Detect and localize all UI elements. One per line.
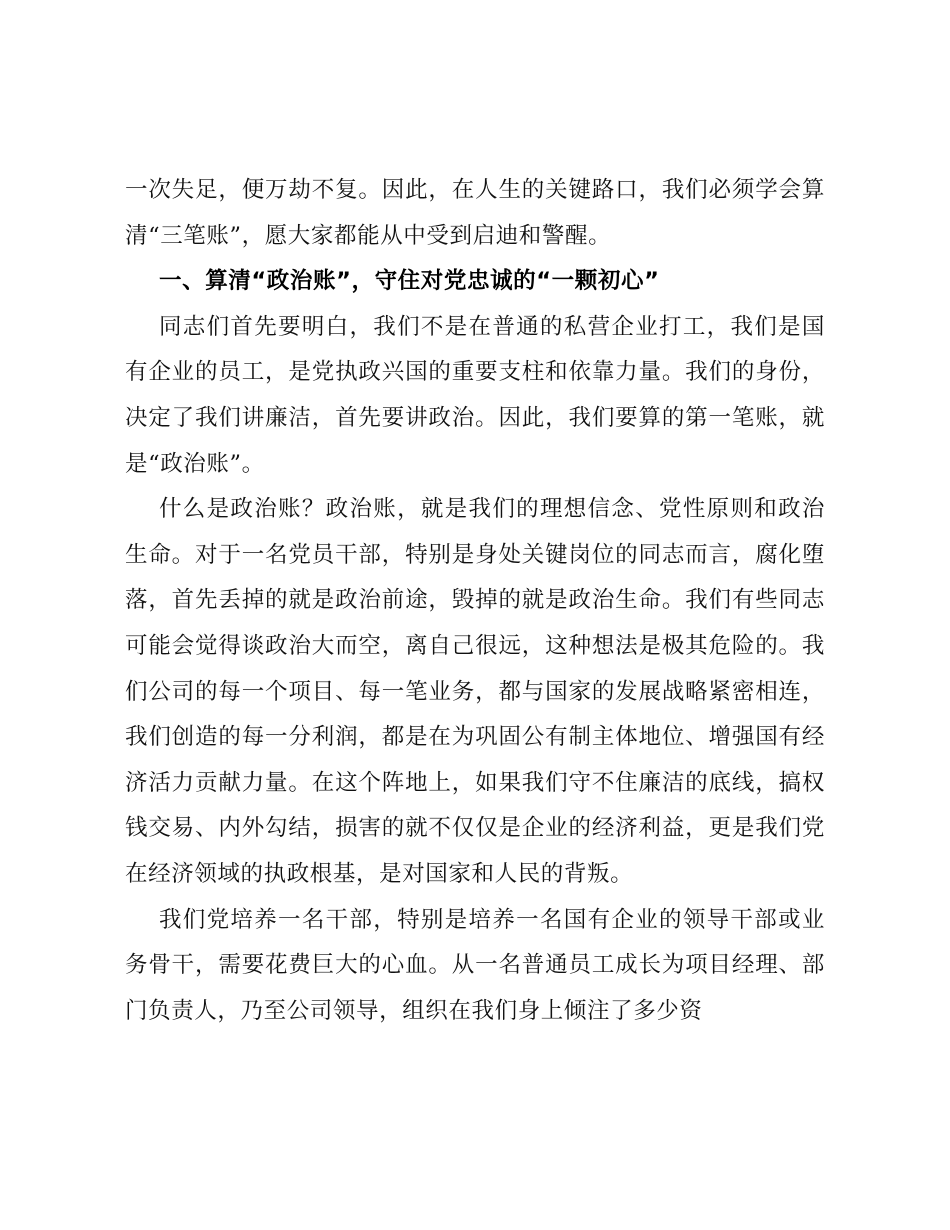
document-body [125, 168, 825, 1034]
paragraph-continuation: 一次失足，便万劫不复。因此，在人生的关键路口，我们必须学会算清“三笔账”，愿大家都能从中受到启迪和警醒。 [125, 177, 825, 249]
paragraph-cadre-training: 我们党培养一名干部，特别是培养一名国有企业的领导干部或业务骨干，需要花费巨大的心血。从一名普通员工成长为项目经理、部门负责人，乃至公司领导，组织在我们身上倾注了多少资 [125, 906, 825, 1024]
paragraph-identity: 同志们首先要明白，我们不是在普通的私营企业打工，我们是国有企业的员工，是党执政兴国的重要支柱和依靠力量。我们的身份，决定了我们讲廉洁，首先要讲政治。因此，我们要算的第一笔账，就是“政治账”。 [125, 313, 825, 477]
paragraph-political-account: 什么是政治账？政治账，就是我们的理想信念、党性原则和政治生命。对于一名党员干部，特别是身处关键岗位的同志而言，腐化堕落，首先丢掉的就是政治前途，毁掉的就是政治生命。我们有些同志可能会觉得谈政治大而空，离自己很远，这种想法是极其危险的。我们公司的每一个项目、每一笔业务，都与国家的发展战略紧密相连，我们创造的每一分利润，都是在为巩固公有制主体地位、增强国有经济活力贡献力量。在这个阵地上，如果我们守不住廉洁的底线，搞权钱交易、内外勾结，损害的就不仅仅是企业的经济利益，更是我们党在经济领域的执政根基，是对国家和人民的背叛。 [125, 496, 825, 887]
section-heading: 一、算清“政治账”，守住对党忠诚的“一颗初心” [159, 268, 660, 295]
